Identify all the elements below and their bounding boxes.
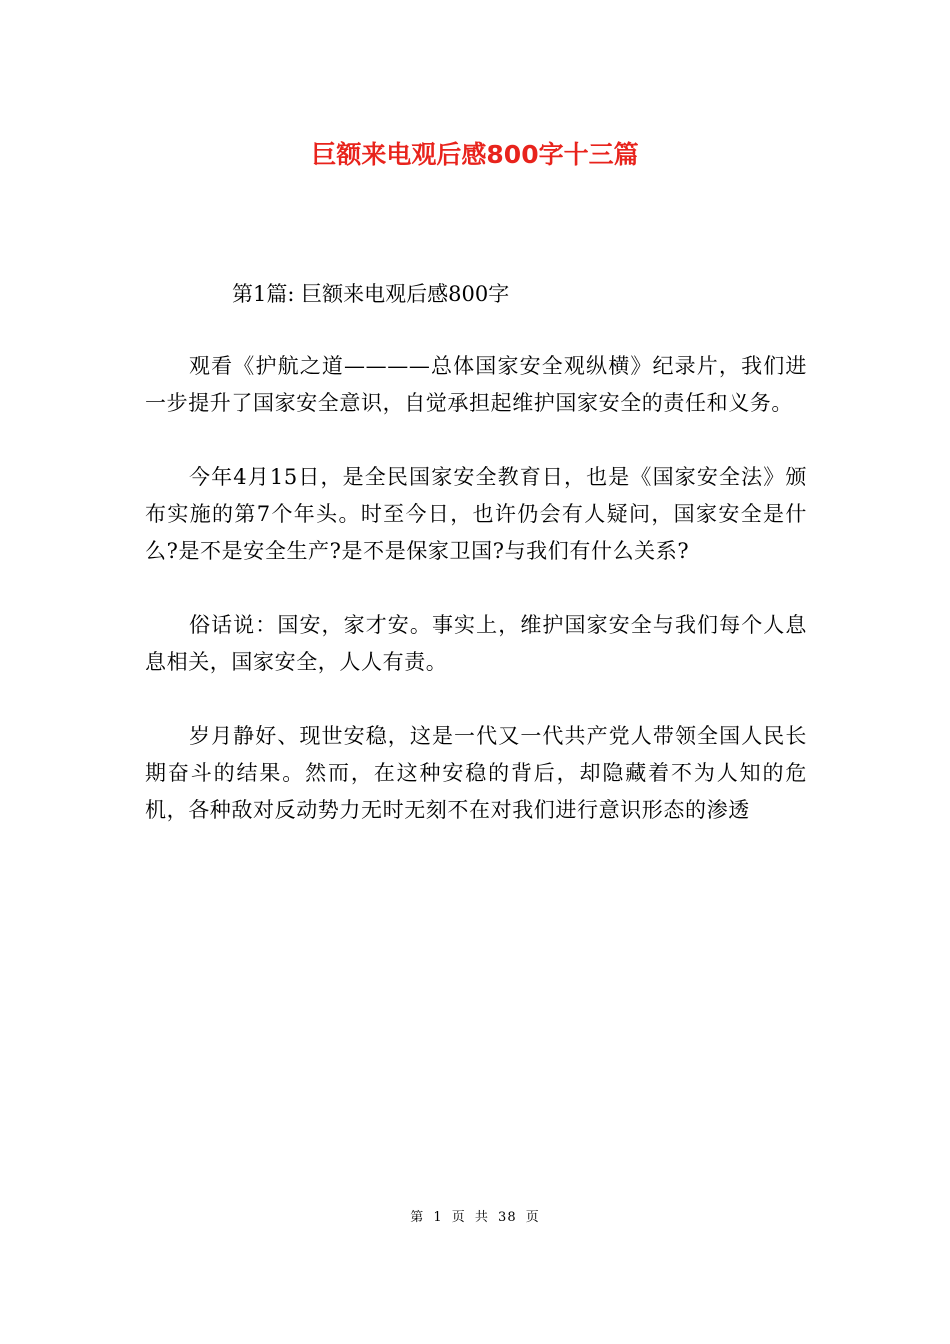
paragraph: 岁月静好、现世安稳，这是一代又一代共产党人带领全国人民长期奋斗的结果。然而，在这种安稳的背后，却隐藏着不为人知的危机，各种敌对反动势力无时无刻不在对我们进行意识形态的渗透 [145,724,807,822]
paragraph: 俗话说：国安，家才安。事实上，维护国家安全与我们每个人息息相关，国家安全，人人有责。 [145,613,807,674]
section-heading: 第1篇: 巨额来电观后感800字 [232,282,510,306]
paragraph: 观看《护航之道————总体国家安全观纵横》纪录片，我们进一步提升了国家安全意识，自觉承担起维护国家安全的责任和义务。 [145,354,807,415]
paragraph: 今年4月15日，是全民国家安全教育日，也是《国家安全法》颁布实施的第7个年头。时至今日，也许仍会有人疑问，国家安全是什么?是不是安全生产?是不是保家卫国?与我们有什么关系? [145,465,807,563]
document-body [145,348,807,866]
document-title: 巨额来电观后感800字十三篇 [311,140,639,169]
page-number-footer: 第 1 页 共 38 页 [410,1210,540,1225]
